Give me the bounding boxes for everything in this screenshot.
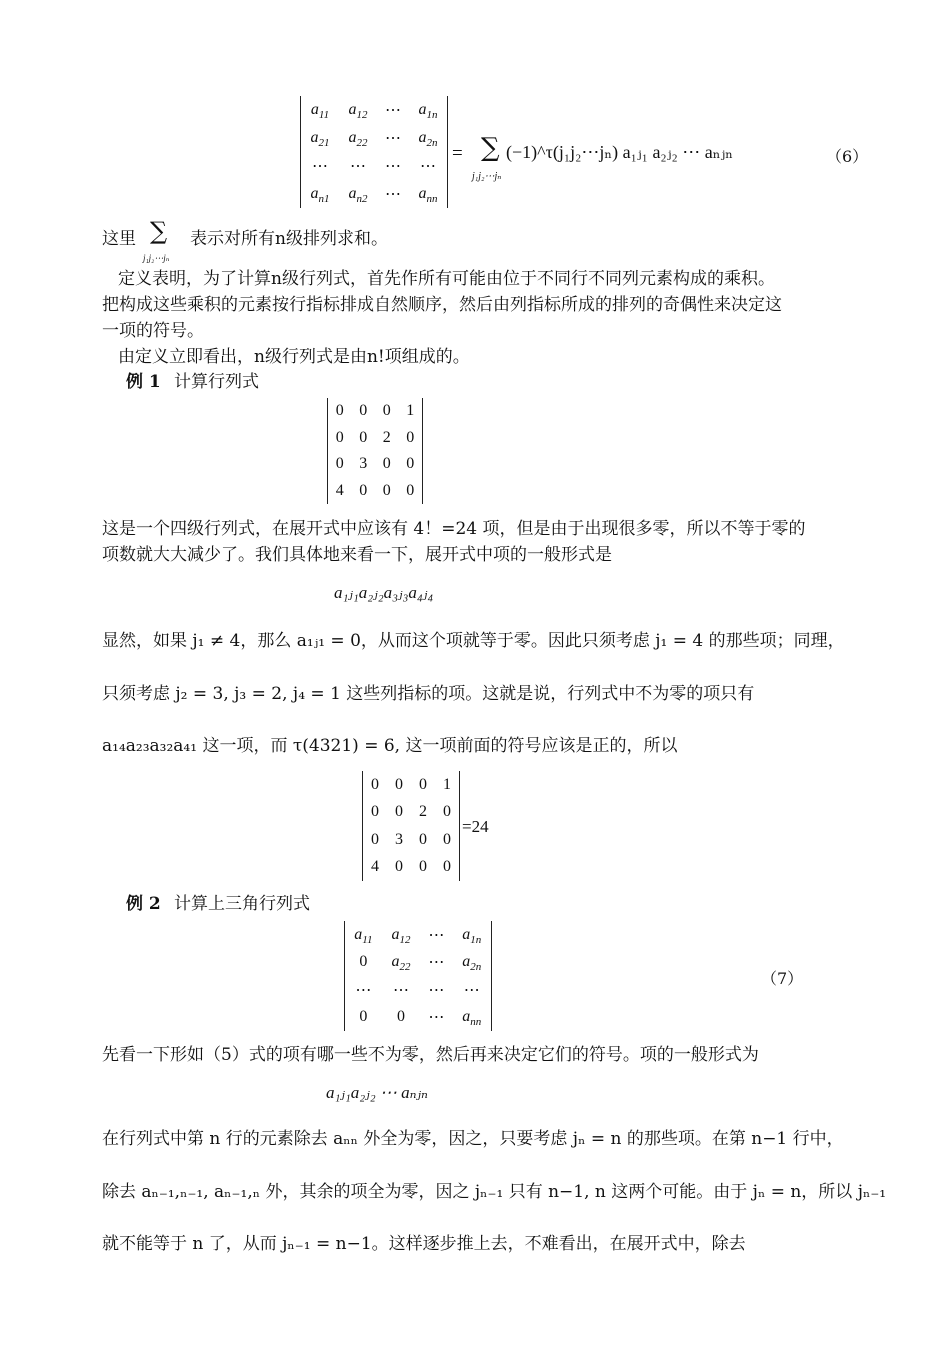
para8: 先看一下形如（5）式的项有哪一些不为零，然后再来决定它们的符号。项的一般形式为 (102, 1045, 759, 1065)
example2-matrix-cell: ⋯ (428, 1009, 445, 1027)
result-matrix-cell: 0 (419, 858, 427, 876)
eq6-matrix-row (301, 180, 447, 208)
example1-matrix-cell: 0 (359, 481, 368, 499)
result-matrix-cell: 0 (419, 775, 427, 793)
example1-matrix-cell: 0 (406, 481, 415, 499)
example2-matrix-cell: ⋯ (355, 981, 372, 999)
result-matrix-row (363, 826, 459, 854)
example2-matrix-cell: ⋯ (428, 981, 445, 999)
example2-matrix-cell: ⋯ (428, 954, 445, 972)
eq6-sum-symbol: ∑ (481, 133, 500, 163)
eq6-matrix-cell: $a_{nn}$ (418, 185, 438, 206)
result-matrix-cell: 0 (419, 830, 427, 848)
result-matrix-cell: 4 (371, 858, 379, 876)
para3: 由定义立即看出，n级行列式是由n!项组成的。 (118, 347, 470, 367)
para2-line1: 定义表明，为了计算n级行列式，首先作所有可能由位于不同行不同列元素构成的乘积。 (118, 269, 775, 289)
determinant-general-table (301, 96, 447, 208)
example2-matrix-cell: $a_{22}$ (391, 953, 411, 974)
example2-matrix-cell: ⋯ (463, 981, 480, 999)
eq6-equals: = (452, 143, 463, 164)
eq6-matrix-row (301, 96, 447, 124)
para5: 显然，如果 j₁ ≠ 4，那么 a₁ⱼ₁ = 0，从而这个项就等于零。因此只须考虑 j₁ = 4 的那些项；同理， (102, 631, 845, 651)
example1-matrix-cell: 0 (382, 481, 391, 499)
para1-suffix: 表示对所有n级排列求和。 (190, 229, 388, 249)
example2-matrix-cell: 0 (359, 953, 368, 971)
example2-title: 计算上三角行列式 (174, 894, 310, 914)
example2-matrix-cell: $a_{2n}$ (462, 953, 482, 974)
eq6-matrix-cell: $a_{2n}$ (418, 129, 438, 150)
eq6-matrix-cell: ⋯ (385, 158, 401, 175)
result-determinant (362, 771, 460, 881)
eq6-matrix-row (301, 152, 447, 180)
example2-matrix-row (345, 976, 491, 1004)
example1-matrix-cell: 0 (335, 455, 344, 473)
example2-determinant-table (345, 921, 491, 1031)
para6: 只须考虑 j₂ = 3, j₃ = 2, j₄ = 1 这些列指标的项。这就是说，行列式中不为零的项只有 (102, 684, 755, 704)
example2-matrix-row (345, 1004, 491, 1032)
eq6-matrix-cell: $a_{22}$ (348, 129, 368, 150)
eq6-matrix-cell: $a_{1n}$ (418, 101, 438, 122)
example1-matrix-row (328, 398, 422, 425)
example1-matrix-cell: 2 (382, 428, 391, 446)
eq6-matrix-cell: $a_{12}$ (348, 101, 368, 122)
example2-matrix-cell: $a_{nn}$ (462, 1008, 482, 1029)
para7: a₁₄a₂₃a₃₂a₄₁ 这一项，而 τ(4321) = 6, 这一项前面的符号应该是正的，所以 (102, 736, 678, 756)
example2-matrix-cell: 0 (359, 1008, 368, 1026)
para9: 在行列式中第 n 行的元素除去 aₙₙ 外全为零，因之，只要考虑 jₙ = n 的那些项。在第 n−1 行中， (102, 1129, 844, 1149)
example2-matrix-cell: $a_{11}$ (354, 925, 373, 946)
example1-title: 计算行列式 (174, 372, 259, 392)
result-matrix-row (363, 771, 459, 799)
result-matrix-cell: 0 (395, 775, 403, 793)
example1-matrix-cell: 0 (382, 455, 391, 473)
result-value: =24 (462, 817, 489, 836)
example1-matrix-cell: 0 (406, 455, 415, 473)
example1-matrix-row (328, 478, 422, 505)
example1-matrix-cell: 1 (406, 402, 415, 420)
result-matrix-cell: 0 (443, 803, 451, 821)
result-matrix-cell: 1 (443, 775, 451, 793)
example1-matrix-row (328, 425, 422, 452)
example1-matrix-cell: 0 (335, 402, 344, 420)
result-matrix-cell: 0 (371, 775, 379, 793)
para1-prefix: 这里 (102, 229, 136, 249)
result-matrix-cell: 0 (395, 858, 403, 876)
eq6-rhs: (−1)^τ(j₁j₂⋯jₙ) a₁ⱼ₁ a₂ⱼ₂ ⋯ aₙⱼₙ (506, 142, 734, 162)
eq6-matrix-cell: $a_{11}$ (310, 101, 330, 122)
eq6-sum-index: j₁j₂⋯jₙ (472, 171, 502, 182)
example2-matrix-cell: $a_{1n}$ (462, 925, 482, 946)
eq6-number: （6） (826, 147, 869, 166)
example1-matrix-cell: 3 (359, 455, 368, 473)
example1-matrix-cell: 0 (359, 428, 368, 446)
result-matrix-row (363, 854, 459, 882)
para11: 就不能等于 n 了，从而 jₙ₋₁ = n−1。这样逐步推上去，不难看出，在展开式中，除去 (102, 1234, 746, 1254)
result-matrix-cell: 0 (395, 803, 403, 821)
example2-matrix-cell: $a_{12}$ (391, 925, 411, 946)
example1-label: 例 1 (126, 372, 161, 392)
eq7-number: （7） (761, 969, 804, 988)
para1-sum-index: j₁j₂⋯jₙ (143, 253, 170, 263)
para10: 除去 aₙ₋₁,ₙ₋₁, aₙ₋₁,ₙ 外，其余的项全为零，因之 jₙ₋₁ 只有 n−1, n 这两个可能。由于 jₙ = n，所以 jₙ₋₁ (102, 1182, 887, 1202)
result-matrix-cell: 0 (443, 830, 451, 848)
eq6-matrix-cell: ⋯ (350, 158, 366, 175)
example1-matrix-cell: 0 (406, 428, 415, 446)
example1-matrix-cell: 0 (335, 428, 344, 446)
result-matrix-row (363, 799, 459, 827)
example2-determinant (344, 921, 492, 1031)
eq6-matrix-cell: $a_{n2}$ (348, 185, 368, 206)
eq6-matrix-row (301, 124, 447, 152)
example2-matrix-cell: ⋯ (428, 926, 445, 944)
para2-line2: 把构成这些乘积的元素按行指标排成自然顺序，然后由列指标所成的排列的奇偶性来决定这 (102, 295, 782, 315)
general-term2: a₁ⱼ₁a₂ⱼ₂ ⋯ aₙⱼₙ (326, 1083, 428, 1102)
example1-matrix-row (328, 451, 422, 478)
result-matrix-cell: 0 (443, 858, 451, 876)
example1-determinant-table (328, 398, 422, 504)
eq6-matrix-cell: ⋯ (385, 130, 401, 147)
example2-matrix-cell: 0 (396, 1008, 405, 1026)
result-matrix-cell: 2 (419, 803, 427, 821)
para2-line3: 一项的符号。 (102, 321, 204, 341)
example1-matrix-cell: 4 (335, 481, 344, 499)
example2-matrix-cell: ⋯ (392, 981, 409, 999)
example2-matrix-row (345, 921, 491, 949)
result-matrix-cell: 0 (371, 830, 379, 848)
example2-matrix-row (345, 949, 491, 977)
example2-label: 例 2 (126, 894, 161, 914)
para1-sum-symbol: ∑ (150, 217, 168, 245)
example1-matrix-cell: 0 (382, 402, 391, 420)
eq6-matrix-cell: $a_{21}$ (310, 129, 330, 150)
eq6-matrix-cell: ⋯ (420, 158, 436, 175)
determinant-general (300, 96, 448, 208)
para4-line2: 项数就大大减少了。我们具体地来看一下，展开式中项的一般形式是 (102, 545, 612, 565)
example1-matrix-cell: 0 (359, 402, 368, 420)
result-matrix-cell: 3 (395, 830, 403, 848)
eq6-matrix-cell: $a_{n1}$ (310, 185, 330, 206)
result-determinant-table (363, 771, 459, 881)
eq6-matrix-cell: ⋯ (312, 158, 328, 175)
general-term: a₁ⱼ₁a₂ⱼ₂a₃ⱼ₃a₄ⱼ₄ (334, 583, 434, 602)
para4-line1: 这是一个四级行列式，在展开式中应该有 4！=24 项，但是由于出现很多零，所以不等于零的 (102, 519, 806, 539)
result-matrix-cell: 0 (371, 803, 379, 821)
eq6-matrix-cell: ⋯ (385, 102, 401, 119)
eq6-matrix-cell: ⋯ (385, 186, 401, 203)
example1-determinant (327, 398, 423, 504)
